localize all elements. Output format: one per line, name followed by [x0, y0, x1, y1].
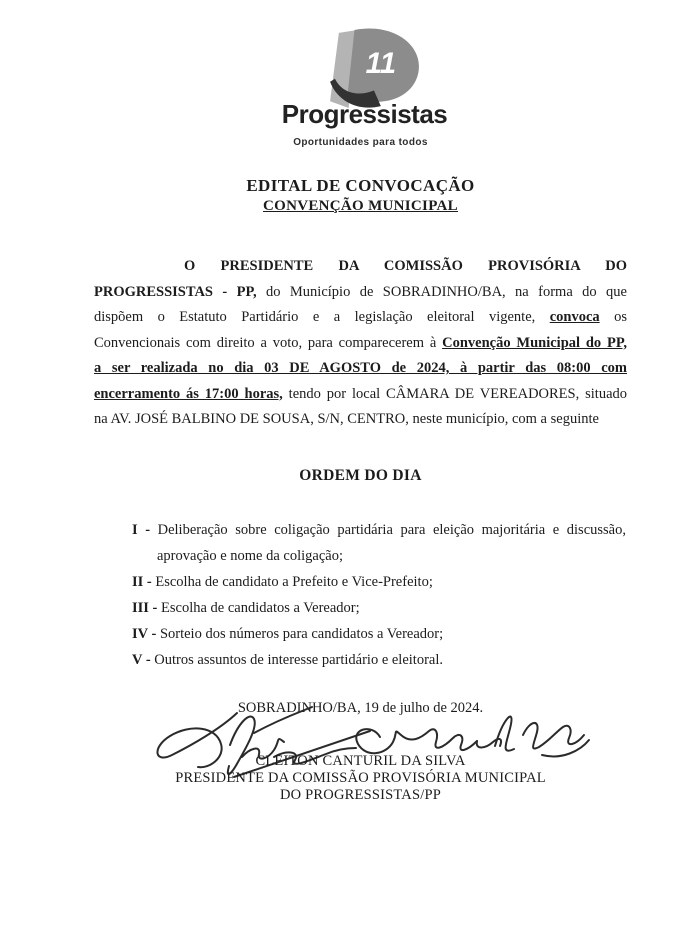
agenda-item [132, 517, 626, 543]
body-line [94, 280, 627, 306]
agenda-item-numeral: II - [132, 574, 152, 590]
body-line [94, 382, 627, 408]
agenda-item [132, 569, 626, 595]
signer-role: PRESIDENTE DA COMISSÃO PROVISÓRIA MUNICIPAL [175, 770, 546, 786]
agenda-item [132, 647, 626, 673]
agenda-item-text: Escolha de candidato a Prefeito e Vice-Prefeito; [151, 574, 433, 590]
agenda-item-numeral: IV - [132, 626, 157, 642]
logo-number: 11 [365, 46, 397, 80]
body-text-segment: encerramento ás 17:00 horas, [94, 385, 283, 402]
agenda-item-continuation: aprovação e nome da coligação; [157, 548, 343, 564]
agenda-item-numeral: V - [132, 652, 151, 668]
signer-org: DO PROGRESSISTAS/PP [280, 787, 441, 803]
agenda-item-text: Escolha de candidatos a Vereador; [157, 600, 360, 616]
body-text-segment: tendo por local CÂMARA DE VEREADORES, situado [282, 385, 628, 402]
doc-subtitle: CONVENÇÃO MUNICIPAL [262, 198, 458, 214]
body-text-segment: a ser realizada no dia 03 DE AGOSTO de 2024, à partir das 08:00 com [94, 360, 627, 376]
party-logo-icon [318, 28, 430, 110]
agenda-item [132, 621, 626, 647]
agenda-item-text: Sorteio dos números para candidatos a Vereador; [156, 626, 444, 642]
body-line [94, 356, 627, 382]
doc-title: EDITAL DE CONVOCAÇÃO [246, 176, 475, 195]
body-line [94, 331, 627, 357]
body-line [94, 254, 627, 280]
body-text-segment: os [599, 309, 627, 325]
agenda-item [132, 595, 626, 621]
body-text-segment: do Município de SOBRADINHO/BA, na forma do que [256, 283, 627, 300]
agenda-item-numeral: I - [132, 522, 151, 538]
body-line [94, 407, 627, 433]
body-text-segment: PROGRESSISTAS - PP, [94, 283, 257, 300]
agenda-item-text: Deliberação sobre coligação partidária para eleição majoritária e discussão, [150, 522, 626, 538]
agenda-list [132, 517, 626, 673]
agenda-item-text: Outros assuntos de interesse partidário e eleitoral. [150, 652, 444, 668]
dateline: SOBRADINHO/BA, 19 de julho de 2024. [237, 700, 484, 716]
body-text-segment: O PRESIDENTE DA COMISSÃO PROVISÓRIA DO [184, 258, 627, 274]
body-text-segment: Convenção Municipal do PP, [442, 334, 627, 351]
logo-tagline: Oportunidades para todos [293, 137, 428, 148]
body-paragraph [94, 254, 627, 433]
body-text-segment: convoca [549, 309, 600, 325]
body-text-segment: Convencionais com direito a voto, para comparecerem à [94, 334, 443, 351]
body-line [94, 305, 627, 331]
agenda-item-numeral: III - [132, 600, 158, 616]
agenda-heading: ORDEM DO DIA [299, 467, 422, 484]
logo-wordmark: Progressistas [281, 99, 448, 129]
body-text-segment: dispõem o Estatuto Partidário e a legislação eleitoral vigente, [94, 309, 550, 325]
signer-name: CLEITON CANTURIL DA SILVA [255, 753, 466, 769]
body-text-segment: na AV. JOSÉ BALBINO DE SOUSA, S/N, CENTRO, neste município, com a seguinte [94, 411, 599, 427]
